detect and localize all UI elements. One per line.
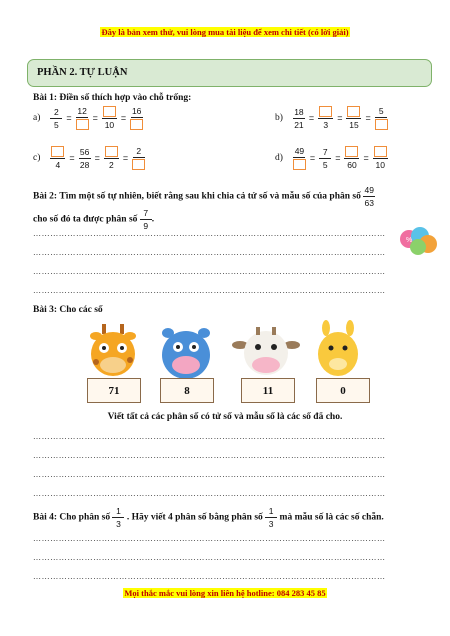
bai1-row-a <box>33 106 143 130</box>
hippo-icon <box>158 325 214 381</box>
fraction <box>346 106 361 130</box>
denominator: 5 <box>322 159 328 170</box>
bai2-fraction-1: $\frac{49}{63}$ <box>364 185 374 208</box>
svg-text:%: % <box>406 237 413 244</box>
denominator: 5 <box>54 119 59 130</box>
equals-sign: = <box>309 153 316 164</box>
answer-line[interactable]: …………………………………………………………………………………………………………… <box>33 267 386 276</box>
row-label: c) <box>33 153 41 164</box>
number-card: 0 <box>316 378 370 403</box>
bai1-row-d <box>275 146 388 170</box>
number-card: 11 <box>241 378 295 403</box>
answer-line[interactable]: …………………………………………………………………………………………………………… <box>33 553 386 562</box>
equals-sign: = <box>337 113 343 124</box>
fraction <box>130 106 143 130</box>
blank-box[interactable] <box>51 146 64 157</box>
fraction <box>375 106 388 130</box>
row-label: a) <box>33 113 41 124</box>
numerator: 12 <box>77 106 87 116</box>
balloons-icon <box>398 222 438 258</box>
row-label: d) <box>275 153 283 164</box>
bai3-heading: Bài 3: Cho các số <box>33 305 103 315</box>
fraction <box>318 106 333 130</box>
answer-line[interactable]: …………………………………………………………………………………………………………… <box>33 572 386 581</box>
bai4-line: Bài 4: Cho phân số $\frac{1}{3}$ . Hãy viết 4 phân số bằng phân số $\frac{1}{3}$ mà mẫu số là các số chẵn. <box>33 506 384 529</box>
giraffe-icon <box>82 322 144 380</box>
fraction <box>104 146 119 170</box>
blank-box[interactable] <box>319 106 332 117</box>
numerator: 16 <box>131 106 142 116</box>
blank-box[interactable] <box>375 119 388 130</box>
fraction <box>79 147 91 170</box>
cow-icon <box>232 325 300 381</box>
answer-line[interactable]: …………………………………………………………………………………………………………… <box>33 534 386 543</box>
blank-box[interactable] <box>132 159 145 170</box>
row-label: b) <box>275 113 283 124</box>
section-title: PHẦN 2. TỰ LUẬN <box>37 67 128 78</box>
denominator: 2 <box>109 160 114 171</box>
numerator: 56 <box>79 146 90 157</box>
blank-box[interactable] <box>130 119 143 130</box>
number-card: 8 <box>160 378 214 403</box>
fraction <box>293 107 305 130</box>
fraction <box>344 146 359 170</box>
answer-line[interactable]: …………………………………………………………………………………………………………… <box>33 489 386 498</box>
denominator: 4 <box>55 160 61 171</box>
answer-line[interactable]: …………………………………………………………………………………………………………… <box>33 248 386 257</box>
answer-line[interactable]: …………………………………………………………………………………………………………… <box>33 229 386 238</box>
bai2-line2: cho số đó ta được phân số $\frac{7}{9}$ . <box>33 208 155 231</box>
numerator: 49 <box>294 146 305 156</box>
numerator: 18 <box>294 106 304 117</box>
equals-sign: = <box>122 153 129 164</box>
bai1-row-b <box>275 106 388 130</box>
bai2-line1: Bài 2: Tìm một số tự nhiên, biết rằng sau khi chia cả tử số và mẫu số của phân số $\frac{49}{63}$ <box>33 185 374 208</box>
equals-sign: = <box>363 153 369 164</box>
bai1-heading: Bài 1: Điền số thích hợp vào chỗ trống: <box>33 93 192 103</box>
answer-line[interactable]: …………………………………………………………………………………………………………… <box>33 451 386 460</box>
numerator: 2 <box>50 107 62 119</box>
section-header <box>27 59 432 87</box>
equals-sign: = <box>335 153 341 164</box>
blank-box[interactable] <box>347 106 360 117</box>
denominator: 15 <box>349 120 359 131</box>
equals-sign: = <box>69 153 75 164</box>
blank-box[interactable] <box>76 119 89 130</box>
equals-sign: = <box>66 113 72 124</box>
fraction <box>102 106 117 130</box>
equals-sign: = <box>365 113 371 124</box>
fraction <box>373 146 388 170</box>
bai4-fraction: $\frac{1}{3}$ <box>112 506 124 529</box>
preview-banner: Đây là bản xem thử, vui lòng mua tài liệu để xem chi tiết (có lời giải) <box>101 27 349 37</box>
blank-box[interactable] <box>345 146 358 157</box>
denominator: 3 <box>323 120 329 131</box>
numerator: 5 <box>375 106 387 118</box>
equals-sign: = <box>92 113 98 124</box>
denominator: 28 <box>79 159 90 170</box>
numerator: 7 <box>319 147 331 159</box>
blank-box[interactable] <box>105 146 118 157</box>
number-card: 71 <box>87 378 141 403</box>
bai4-fraction: $\frac{1}{3}$ <box>265 506 277 529</box>
fraction <box>50 146 65 170</box>
bai1-row-c <box>33 146 145 170</box>
denominator: 10 <box>375 160 385 171</box>
denominator: 21 <box>294 119 304 130</box>
hotline-banner: Mọi thắc mắc vui lòng xin liên hệ hotline: 084 283 45 85 <box>124 588 326 598</box>
bai3-instruction: Viết tất cả các phân số có tử số và mẫu số là các số đã cho. <box>107 412 343 422</box>
answer-line[interactable]: …………………………………………………………………………………………………………… <box>33 432 386 441</box>
numerator: 2 <box>133 146 145 158</box>
denominator: 60 <box>347 160 357 171</box>
answer-line[interactable]: …………………………………………………………………………………………………………… <box>33 470 386 479</box>
equals-sign: = <box>120 113 127 124</box>
denominator: 10 <box>104 120 115 131</box>
fraction <box>50 107 62 130</box>
blank-box[interactable] <box>374 146 387 157</box>
fraction <box>76 106 89 130</box>
answer-line[interactable]: …………………………………………………………………………………………………………… <box>33 286 386 295</box>
equals-sign: = <box>308 113 315 124</box>
llama-icon <box>312 320 364 378</box>
blank-box[interactable] <box>103 106 116 117</box>
fraction <box>293 146 306 170</box>
fraction <box>319 147 331 170</box>
bai2-fraction-2: $\frac{7}{9}$ <box>140 208 152 231</box>
blank-box[interactable] <box>293 159 306 170</box>
equals-sign: = <box>94 153 100 164</box>
fraction <box>132 146 145 170</box>
